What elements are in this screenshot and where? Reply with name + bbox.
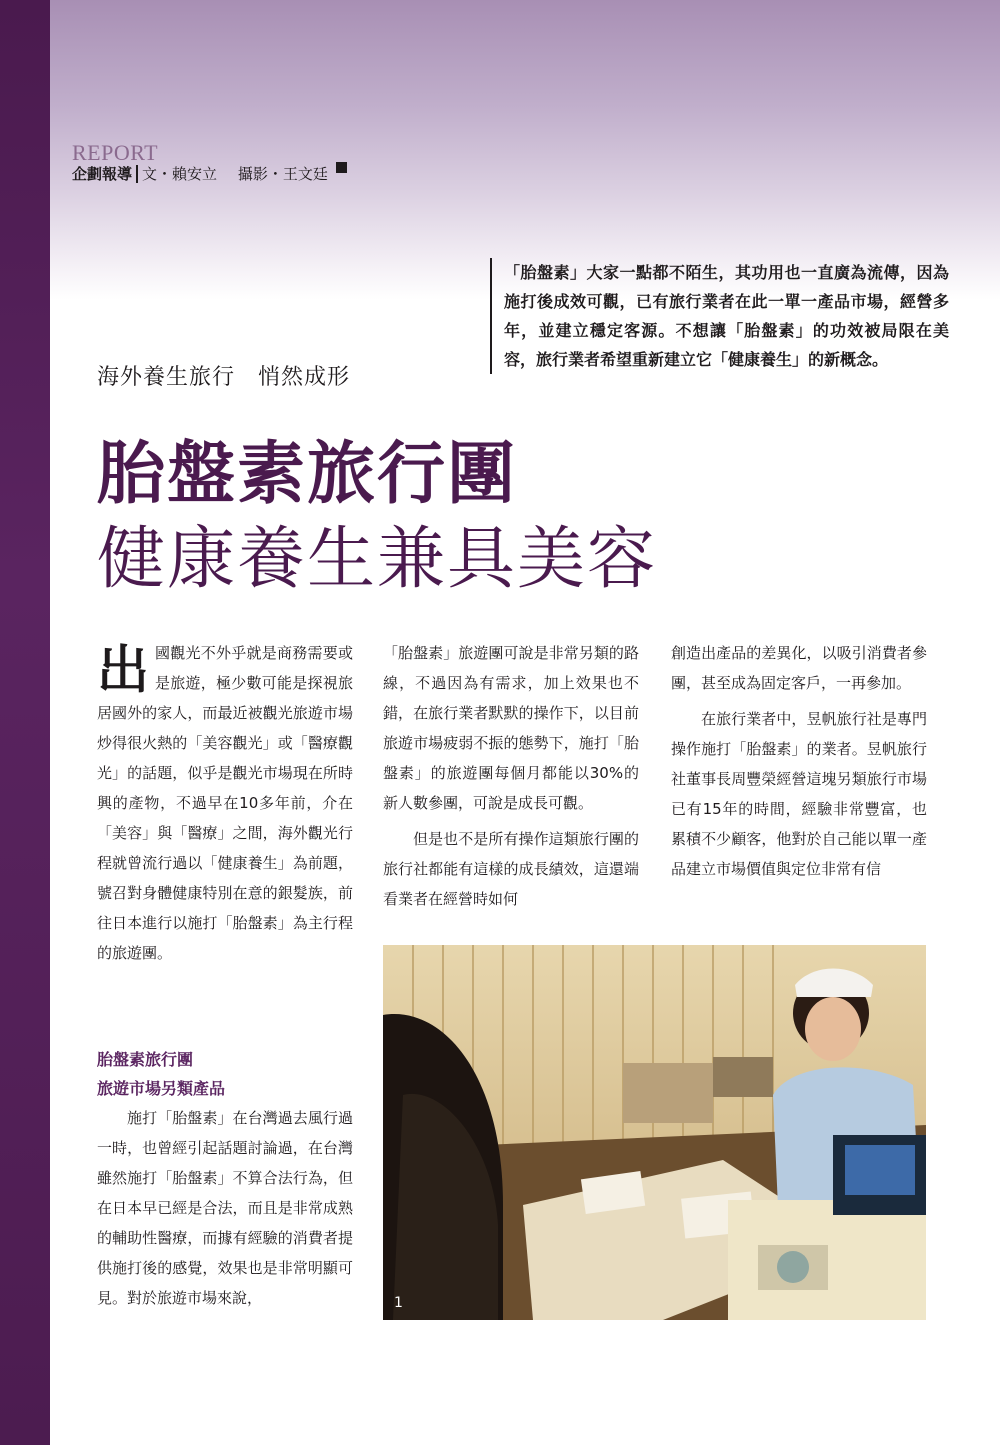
byline	[72, 163, 347, 184]
body-column-1	[97, 638, 353, 968]
kicker: 海外養生旅行 悄然成形	[97, 365, 351, 390]
credits	[142, 163, 332, 184]
byline-divider	[136, 165, 138, 183]
photo-number: 1	[394, 1295, 403, 1311]
intro-paragraph: 「胎盤素」大家一點都不陌生，其功用也一直廣為流傳，因為施打後成效可觀，已有旅行業者在此一單一產品市場，經營多年，並建立穩定客源。不想讓「胎盤素」的功效被局限在美容，旅行業者希望重新建立它「健康養生」的新概念。	[490, 258, 949, 374]
subheading-line1: 胎盤素旅行團	[97, 1050, 194, 1069]
col1-paragraph-2: 施打「胎盤素」在台灣過去風行過一時，也曾經引起話題討論過，在台灣雖然施打「胎盤素」不算合法行為，但在日本早已經是合法，而且是非常成熟的輔助性醫療，而據有經驗的消費者提供施打後的感覺，效果也是非常明顯可見。對於旅遊市場來說，	[97, 1109, 353, 1307]
headline-line2: 健康養生兼具美容	[97, 520, 658, 599]
col1-text-1: 國觀光不外乎就是商務需要或是旅遊，極少數可能是探視旅居國外的家人，而最近被觀光旅遊市場炒得很火熱的「美容觀光」或「醫療觀光」的話題，似乎是觀光市場現在所時興的產物，不過早在10多年前，介在「美容」與「醫療」之間，海外觀光行程就曾流行過以「健康養生」為前題，號召對身體健康特別在意的銀髮族，前往日本進行以施打「胎盤素」為主行程的旅遊團。	[97, 644, 353, 962]
clinic-photo	[383, 945, 926, 1320]
report-label: REPORT	[72, 140, 159, 165]
col2-paragraph-2: 但是也不是所有操作這類旅行團的旅行社都能有這樣的成長績效，這還端看業者在經營時如何	[383, 830, 639, 908]
col1-paragraph-1	[97, 638, 353, 968]
col2-paragraph-1: 「胎盤素」旅遊團可說是非常另類的路線，不過因為有需求，加上效果也不錯，在旅行業者默默的操作下，以目前旅遊市場疲弱不振的態勢下，施打「胎盤素」的旅遊團每個月都能以30%的新人數參團，可說是成長可觀。	[383, 644, 639, 812]
section-label: 企劃報導	[72, 165, 133, 183]
header-gradient	[50, 0, 1000, 300]
body-column-3	[671, 638, 927, 884]
col3-paragraph-1: 創造出產品的差異化，以吸引消費者參團，甚至成為固定客戶，一再參加。	[671, 644, 927, 692]
dropcap: 出	[97, 641, 150, 701]
col3-paragraph-2: 在旅行業者中，昱帆旅行社是專門操作施打「胎盤素」的業者。昱帆旅行社董事長周豐榮經營這塊另類旅行市場已有15年的時間，經驗非常豐富，也累積不少顧客，他對於自己能以單一產品建立市場價值與定位非常有信	[671, 710, 927, 878]
left-accent-bar	[0, 0, 50, 1445]
square-marker-icon	[336, 162, 347, 173]
subheading	[97, 1045, 353, 1103]
author-credit: 文・賴安立	[142, 165, 218, 183]
headline-line1: 胎盤素旅行團	[97, 435, 518, 514]
clinic-photo-illustration	[383, 945, 926, 1320]
subheading-line2: 旅遊市場另類產品	[97, 1079, 226, 1098]
body-column-1-continued	[97, 1103, 353, 1313]
photographer-credit: 攝影・王文廷	[237, 165, 328, 183]
body-column-2	[383, 638, 639, 914]
